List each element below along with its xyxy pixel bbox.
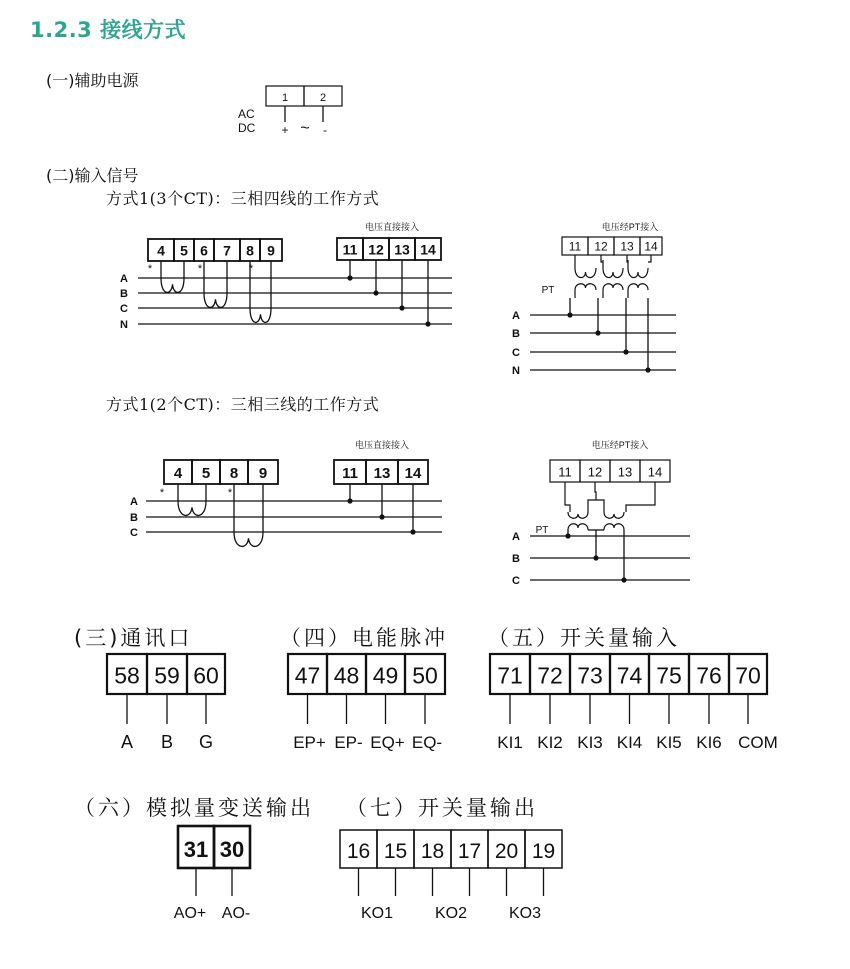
mode1-ct-terminal-6: 6 — [200, 242, 208, 259]
junction-dot — [425, 321, 430, 326]
comm-label-G: G — [198, 732, 214, 752]
dc-label: DC — [238, 121, 256, 135]
switch-output-title: （七）开关量输出 — [346, 796, 538, 820]
switch-out-terminal-20: 20 — [494, 840, 519, 864]
ct-coil — [178, 501, 206, 515]
mode1-pt-terminal-12: 12 — [594, 239, 608, 254]
junction-dot — [410, 529, 415, 534]
junction-dot — [645, 367, 650, 372]
analog-out-label-AO-: AO- — [221, 905, 251, 922]
mode1-ct-terminal-4: 4 — [157, 242, 165, 259]
polarity-star: * — [227, 487, 233, 499]
pt-wire — [648, 255, 651, 262]
pt-coil — [575, 284, 596, 298]
pt-coil — [628, 260, 648, 278]
mode1-direct-terminal-13: 13 — [394, 241, 410, 258]
switch-in-terminal-73: 73 — [577, 662, 603, 689]
ct-coil — [250, 308, 271, 322]
m2-phase-label-B: B — [130, 512, 138, 524]
mode1-direct-terminal-11: 11 — [342, 241, 358, 258]
analog-output-title: （六）模拟量变送输出 — [74, 796, 314, 820]
plus-symbol: + — [281, 123, 289, 137]
polarity-star: * — [147, 263, 153, 275]
mode1-ct-terminal-5: 5 — [180, 242, 188, 259]
pt-text: PT — [541, 285, 555, 296]
pulse-terminal-50: 50 — [412, 662, 438, 689]
junction-dot — [593, 555, 598, 560]
m2-phase-label-A: A — [130, 496, 138, 508]
mode2-direct-terminal-14: 14 — [404, 464, 422, 482]
switch-in-terminal-70: 70 — [735, 662, 761, 689]
junction-dot — [595, 330, 600, 335]
mode1-pt-terminal-14: 14 — [644, 239, 658, 254]
ct-coil — [234, 532, 263, 546]
junction-dot — [621, 577, 626, 582]
switch-in-terminal-76: 76 — [696, 662, 722, 689]
analog-out-terminal-31: 31 — [183, 837, 209, 863]
comm-terminal-58: 58 — [114, 662, 140, 689]
m2-direct-voltage-label: 电压直接接入 — [354, 440, 410, 450]
pulse-terminal-47: 47 — [294, 662, 321, 689]
pt-coil — [603, 260, 623, 278]
m2-pt-text: PT — [535, 525, 549, 536]
pulse-label-EQ-: EQ- — [411, 733, 443, 752]
pulse-label-EP+: EP+ — [293, 733, 326, 752]
aux-power-terminal-2: 2 — [319, 91, 327, 104]
switch-in-terminal-71: 71 — [497, 662, 523, 689]
junction-dot — [347, 275, 352, 280]
switch-in-label-COM: COM — [738, 733, 778, 752]
comm-label-B: B — [160, 732, 174, 752]
phase-label-C: C — [120, 303, 128, 315]
switch-in-terminal-74: 74 — [616, 662, 643, 689]
switch-in-label-KI1: KI1 — [497, 733, 523, 752]
mode2-pt-terminal-11: 11 — [558, 464, 572, 480]
mode1-direct-terminal-14: 14 — [420, 241, 436, 258]
pulse-label-EP-: EP- — [334, 733, 363, 752]
m2-pt-voltage-label: 电压经PT接入 — [591, 440, 649, 450]
analog-out-label-AO+: AO+ — [173, 905, 207, 922]
ac-tilde-symbol: ~ — [300, 120, 310, 137]
pt-wire — [565, 482, 570, 512]
polarity-star: * — [248, 263, 254, 275]
comm-terminal-59: 59 — [154, 662, 180, 689]
switch-out-terminal-16: 16 — [346, 840, 371, 864]
pt-phase-label-N: N — [512, 365, 520, 377]
comm-label-A: A — [120, 732, 134, 752]
switch-in-label-KI4: KI4 — [616, 733, 643, 752]
mode2-ct-terminal-8: 8 — [229, 464, 239, 482]
minus-symbol: - — [323, 123, 327, 137]
junction-dot — [379, 514, 384, 519]
aux-power-terminal-1: 1 — [281, 91, 289, 104]
analog-out-terminal-30: 30 — [219, 837, 245, 863]
mode1-direct-terminal-12: 12 — [368, 241, 384, 258]
switch-out-terminal-15: 15 — [383, 840, 408, 864]
mode2-direct-terminal-11: 11 — [342, 464, 358, 482]
pulse-terminal-48: 48 — [333, 662, 360, 689]
polarity-star: * — [159, 487, 165, 499]
mode2-ct-terminal-4: 4 — [173, 464, 183, 482]
switch-in-terminal-72: 72 — [537, 662, 563, 689]
mode2-pt-terminal-14: 14 — [647, 464, 663, 480]
mode2-direct-terminal-13: 13 — [373, 464, 391, 482]
mode2-pt-terminal-12: 12 — [587, 464, 603, 480]
switch-out-terminal-19: 19 — [531, 840, 556, 864]
switch-in-terminal-75: 75 — [656, 662, 682, 689]
mode1-ct-terminal-7: 7 — [223, 242, 231, 259]
mode1-pt-terminal-11: 11 — [568, 239, 582, 254]
junction-dot — [565, 533, 570, 538]
page-title: 1.2.3 接线方式 — [30, 18, 187, 42]
pt-coil — [603, 284, 623, 298]
pt-phase-label-B: B — [512, 328, 520, 340]
pulse-title: （四）电能脉冲 — [280, 626, 448, 650]
switch-in-label-KI6: KI6 — [696, 733, 722, 752]
pt-phase-label-A: A — [512, 310, 520, 322]
direct-voltage-label: 电压直接接入 — [364, 222, 420, 232]
junction-dot — [567, 312, 572, 317]
pt-wire — [588, 482, 604, 512]
m2-pt-phase-label-B: B — [512, 553, 520, 565]
junction-dot — [347, 498, 352, 503]
m2-phase-label-C: C — [130, 527, 138, 539]
switch-out-label-KO1: KO1 — [360, 905, 394, 922]
switch-input-title: （五）开关量输入 — [488, 626, 680, 650]
phase-label-B: B — [120, 288, 128, 300]
phase-label-A: A — [120, 273, 128, 285]
switch-out-label-KO2: KO2 — [434, 905, 468, 922]
aux-power-title: (一)辅助电源 — [46, 71, 139, 90]
pt-coil — [604, 512, 624, 518]
ac-label: AC — [238, 107, 255, 121]
junction-dot — [399, 305, 404, 310]
comm-title: (三)通讯口 — [74, 626, 193, 650]
switch-out-terminal-18: 18 — [420, 840, 445, 864]
switch-out-label-KO3: KO3 — [508, 905, 542, 922]
switch-in-label-KI2: KI2 — [537, 733, 563, 752]
pt-coil — [568, 524, 588, 530]
switch-out-terminal-17: 17 — [457, 840, 482, 864]
pt-coil — [568, 512, 588, 518]
ct-coil — [204, 293, 227, 307]
pulse-terminal-49: 49 — [372, 662, 399, 689]
switch-in-label-KI5: KI5 — [656, 733, 682, 752]
pt-phase-label-C: C — [512, 347, 520, 359]
ct-coil — [161, 278, 184, 292]
mode1-title: 方式1(3个CT)：三相四线的工作方式 — [106, 189, 380, 208]
input-signal-title: (二)输入信号 — [46, 166, 139, 185]
pt-coil — [575, 260, 596, 278]
comm-terminal-60: 60 — [193, 662, 219, 689]
pt-coil — [604, 524, 624, 530]
pt-voltage-label: 电压经PT接入 — [601, 222, 659, 232]
mode2-title: 方式1(2个CT)：三相三线的工作方式 — [106, 395, 380, 414]
m2-pt-phase-label-C: C — [512, 575, 520, 587]
junction-dot — [373, 290, 378, 295]
mode2-pt-terminal-13: 13 — [617, 464, 633, 480]
junction-dot — [623, 349, 628, 354]
mode2-ct-terminal-5: 5 — [201, 464, 211, 482]
phase-label-N: N — [120, 319, 128, 331]
polarity-star: * — [197, 263, 203, 275]
mode1-ct-terminal-8: 8 — [246, 242, 254, 259]
pt-coil — [628, 284, 648, 298]
switch-in-label-KI3: KI3 — [577, 733, 603, 752]
pt-wire — [626, 482, 655, 512]
pulse-label-EQ+: EQ+ — [370, 733, 405, 752]
mode1-ct-terminal-9: 9 — [267, 242, 275, 259]
m2-pt-phase-label-A: A — [512, 531, 520, 543]
mode2-ct-terminal-9: 9 — [258, 464, 268, 482]
mode1-pt-terminal-13: 13 — [620, 239, 634, 254]
